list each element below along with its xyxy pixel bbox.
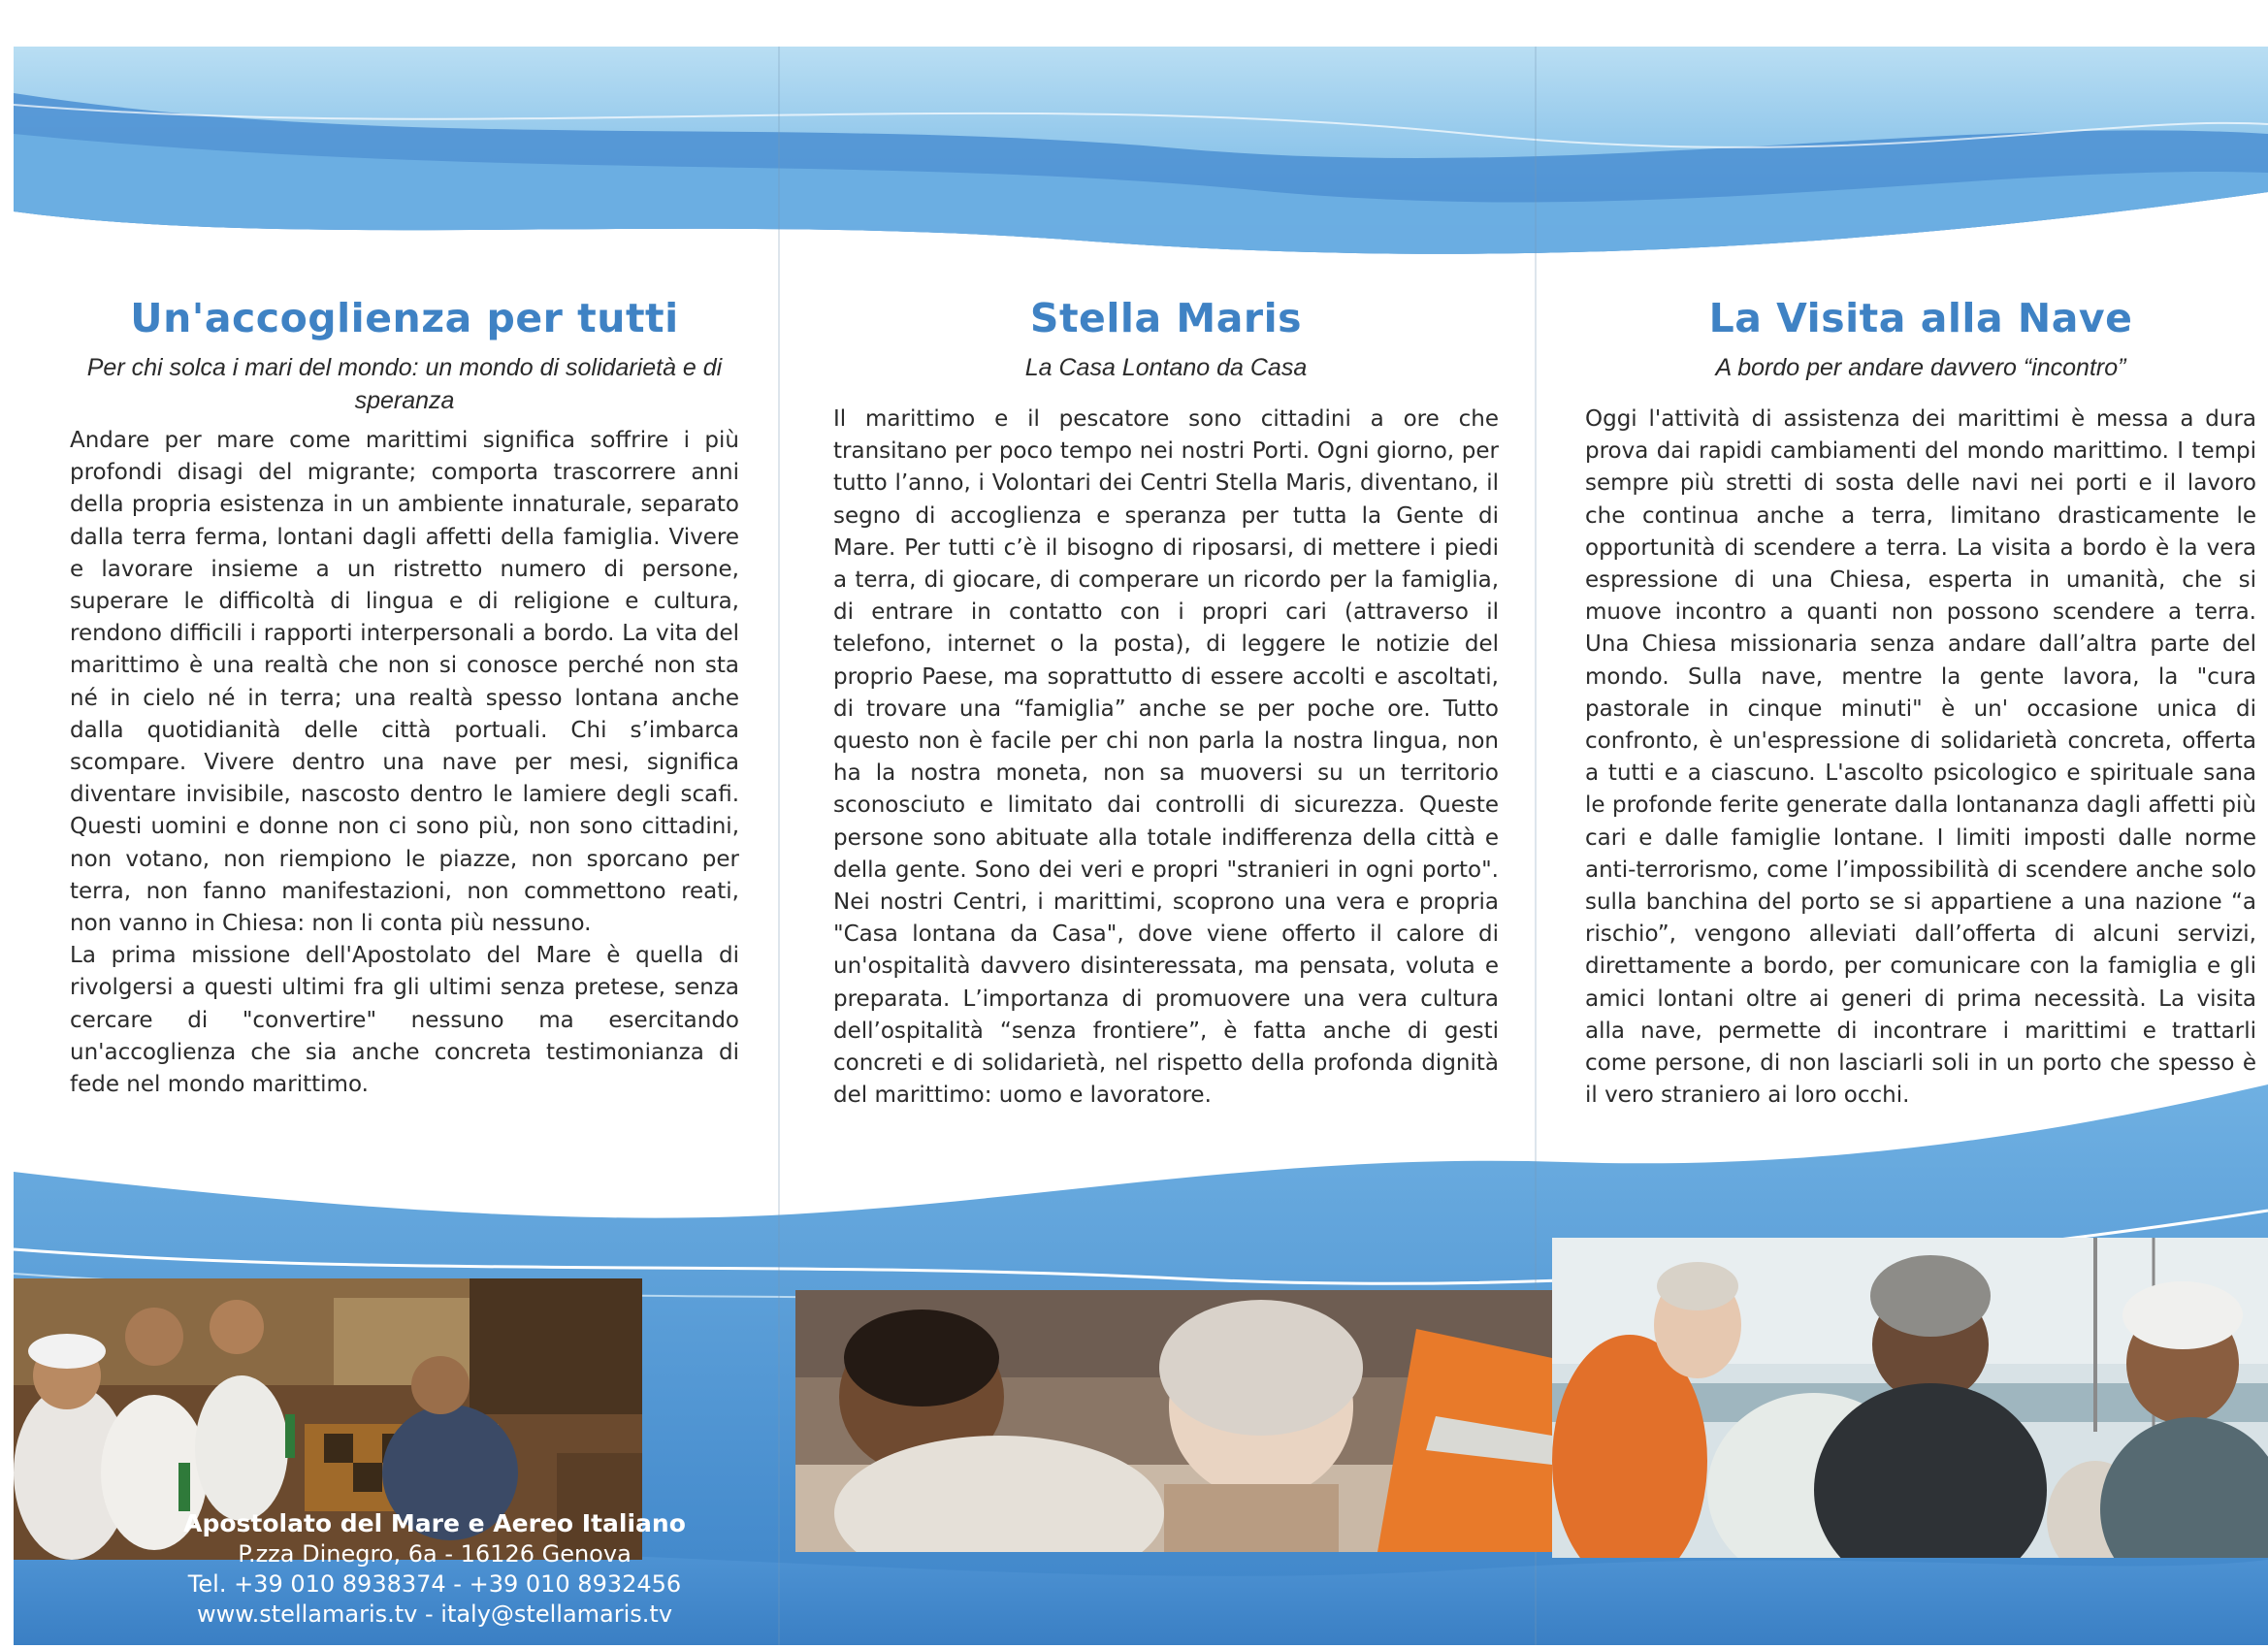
column-body (1585, 404, 2256, 1112)
web-email-line: www.stellamaris.tv - italy@stellamaris.tv (196, 1600, 673, 1628)
seafarer-and-volunteer-photo (795, 1290, 1552, 1552)
ship-visit-photo (1552, 1238, 2268, 1558)
phone-line: Tel. +39 010 8938374 - +39 010 8932456 (187, 1570, 682, 1598)
organization-name: Apostolato del Mare e Aereo Italiano (183, 1509, 686, 1537)
column-subtitle: A bordo per andare davvero “incontro” (1715, 354, 2126, 381)
column-body (833, 404, 1499, 1112)
column-body (70, 425, 739, 1101)
column-title: La Visita alla Nave (1708, 295, 2133, 341)
paragraph: Oggi l'attività di assistenza dei marittimi è messa a dura prova dai rapidi cambiamenti del mondo marittimo. I tempi sempre più stretti di sosta delle navi nei porti e il lavoro che continua anche a terra, limitano drasticamente le opportunità di scendere a terra. La visita a bordo è la vera espressione di una Chiesa, esperta in umanità, che si muove incontro a quanti non possono scendere a terra. Una Chiesa missionaria senza andare dall’altra parte del mondo. Sulla nave, mentre la gente lavora, la "cura pastorale in cinque minuti" è un' occasione unica di confronto, è un'espressione di solidarietà concreta, offerta a tutti e a ciascuno. L'ascolto psicologico e spirituale sana le profonde ferite generate dalla lontananza dagli affetti più cari e dalle famiglie lontane. I limiti imposti dalle norme anti-terrorismo, come l’impossibilità di scendere anche solo sulla banchina del porto se si appartiene a una nazione “a rischio”, vengono alleviati dall’offerta di alcuni servizi, direttamente a bordo, per comunicare con la famiglia e gli amici lontani oltre ai generi di prima necessità. La visita alla nave, permette di incontrare i marittimi e trattarli come persone, di non lasciarli soli in un porto che spesso è il vero straniero ai loro occhi. (1585, 406, 2256, 1109)
paragraph: La prima missione dell'Apostolato del Mare è quella di rivolgersi a questi ultimi fra gli ultimi senza pretese, senza cercare di "convertire" nessuno ma esercitando un'accoglienza che sia anche concreta testimonianza di fede nel mondo marittimo. (70, 943, 739, 1098)
brochure (14, 47, 2268, 1645)
column-title: Un'accoglienza per tutti (130, 295, 679, 341)
column-subtitle: La Casa Lontano da Casa (1024, 354, 1308, 381)
column-accoglienza (70, 289, 739, 1101)
paragraph: Il marittimo e il pescatore sono cittadini a ore che transitano per poco tempo nei nostri Porti. Ogni giorno, per tutto l’anno, i Volontari dei Centri Stella Maris, diventano, il segno di accoglienza e speranza per tutta la Gente di Mare. Per tutti c’è il bisogno di riposarsi, di mettere i piedi a terra, di giocare, di comperare un ricordo per la famiglia, di entrare in contatto con i propri cari (attraverso il telefono, internet o la posta), di leggere le notizie del proprio Paese, ma soprattutto di essere accolti e ascoltati, di trovare una “famiglia” anche se per poche ore. Tutto questo non è facile per chi non parla la nostra lingua, non ha la nostra moneta, non sa muoversi su un territorio sconosciuto e limitato dai controlli di sicurezza. Queste persone sono abituate alla totale indifferenza della città e della gente. Sono dei veri e propri "stranieri in ogni porto". Nei nostri Centri, i marittimi, scoprono una vera e propria "Casa lontana da Casa", dove viene offerto il calore di un'ospitalità davvero disinteressata, ma pensata, voluta e preparata. L’importanza di promuovere una vera cultura dell’ospitalità “senza frontiere”, è fatta anche di gesti concreti e di solidarietà, nel rispetto della profonda dignità del marittimo: uomo e lavoratore. (833, 406, 1499, 1109)
column-visita-nave (1585, 289, 2256, 1112)
column-stella-maris (833, 289, 1499, 1112)
column-subtitle: Per chi solca i mari del mondo: un mondo di solidarietà e di speranza (86, 354, 723, 414)
column-title: Stella Maris (1029, 295, 1303, 341)
contact-block (124, 1508, 745, 1630)
paragraph: Andare per mare come marittimi significa soffrire i più profondi disagi del migrante; comporta trascorrere anni della propria esistenza in un ambiente innaturale, separato dalla terra ferma, lontani dagli affetti della famiglia. Vivere e lavorare insieme a un ristretto numero di persone, superare le difficoltà di lingua e di religione e cultura, rendono difficili i rapporti interpersonali a bordo. La vita del marittimo è una realtà che non si conosce perché non sta né in cielo né in terra; una realtà spesso lontana anche dalla quotidianità delle città portuali. Chi s’imbarca scompare. Vivere dentro una nave per mesi, significa diventare invisibile, nascosto dentro le lamiere degli scafi. Questi uomini e donne non ci sono più, non sono cittadini, non votano, non riempiono le piazze, non sporcano per terra, non fanno manifestazioni, non commettono reati, non vanno in Chiesa: non li conta più nessuno. (70, 428, 739, 937)
address-line: P.zza Dinegro, 6a - 16126 Genova (238, 1540, 632, 1568)
fold-line-left (778, 47, 780, 1645)
